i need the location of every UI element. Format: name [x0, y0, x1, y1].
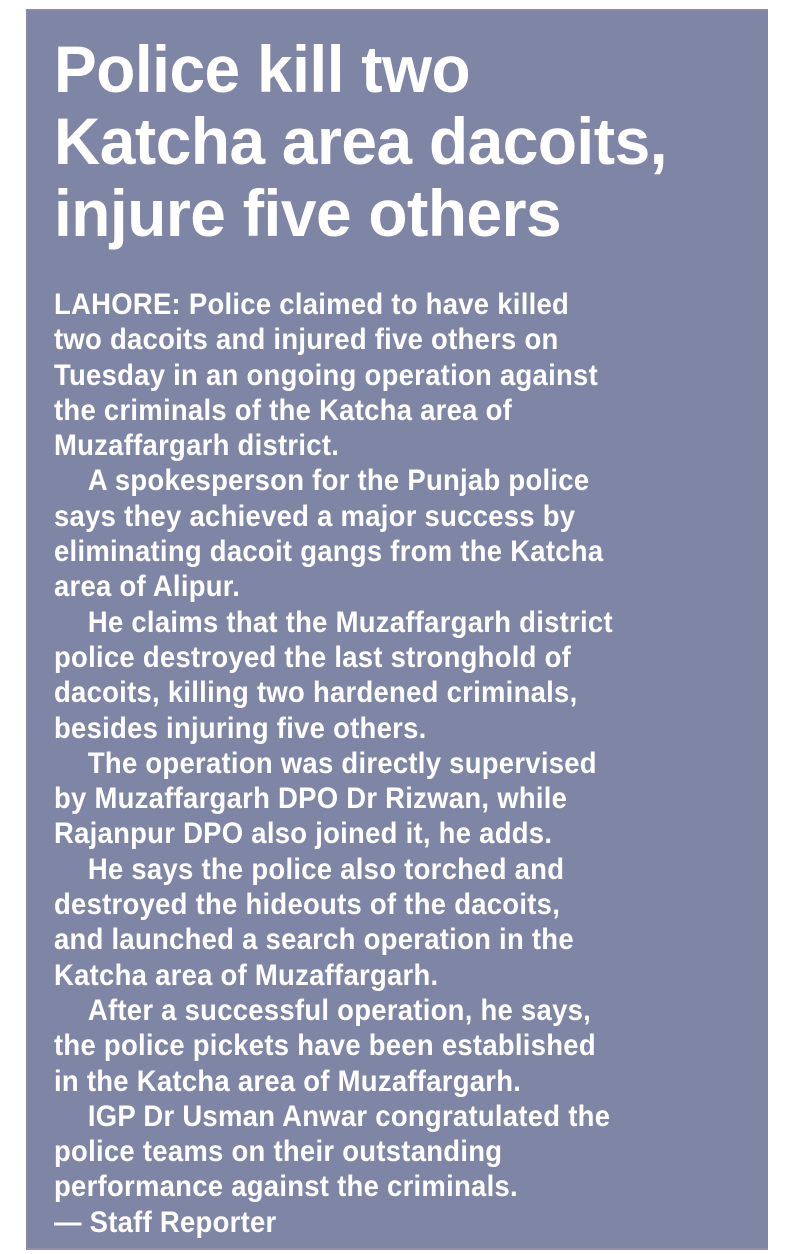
news-article-panel: [26, 9, 768, 1250]
body-line: and launched a search operation in the: [54, 923, 574, 957]
body-line: Muzaffargarh district.: [54, 429, 340, 463]
body-line: Katcha area of Muzaffargarh.: [54, 958, 439, 992]
byline: — Staff Reporter: [54, 1205, 277, 1239]
body-line: besides injuring five others.: [54, 711, 427, 745]
body-line: the police pickets have been established: [54, 1029, 596, 1063]
body-line: police destroyed the last stronghold of: [54, 640, 572, 674]
body-line: performance against the criminals.: [54, 1170, 518, 1204]
headline-line: injure five others: [54, 176, 562, 250]
body-line: He says the police also torched and: [87, 852, 565, 886]
body-line: Tuesday in an ongoing operation against: [54, 358, 598, 392]
body-line: area of Alipur.: [54, 570, 241, 604]
headline-line: Katcha area dacoits,: [54, 104, 667, 178]
body-line: A spokesperson for the Punjab police: [87, 464, 590, 498]
body-line: The operation was directly supervised: [87, 746, 597, 780]
article-body: [54, 287, 613, 1240]
body-line: in the Katcha area of Muzaffargarh.: [54, 1064, 522, 1098]
headline-line: Police kill two: [54, 32, 471, 106]
body-line: by Muzaffargarh DPO Dr Rizwan, while: [54, 782, 568, 816]
body-line: After a successful operation, he says,: [87, 993, 592, 1027]
body-line: eliminating dacoit gangs from the Katcha: [54, 535, 604, 569]
body-line: destroyed the hideouts of the dacoits,: [54, 888, 561, 922]
body-line: the criminals of the Katcha area of: [54, 393, 513, 427]
body-line: LAHORE: Police claimed to have killed: [54, 288, 570, 321]
body-line: says they achieved a major success by: [54, 499, 576, 533]
body-line: dacoits, killing two hardened criminals,: [54, 676, 578, 710]
body-line: police teams on their outstanding: [54, 1135, 503, 1169]
body-line: IGP Dr Usman Anwar congratulated the: [87, 1099, 611, 1133]
body-line: Rajanpur DPO also joined it, he adds.: [54, 817, 553, 851]
body-line: He claims that the Muzaffargarh district: [87, 605, 613, 639]
article-headline: [54, 33, 667, 249]
body-line: two dacoits and injured five others on: [54, 323, 559, 357]
